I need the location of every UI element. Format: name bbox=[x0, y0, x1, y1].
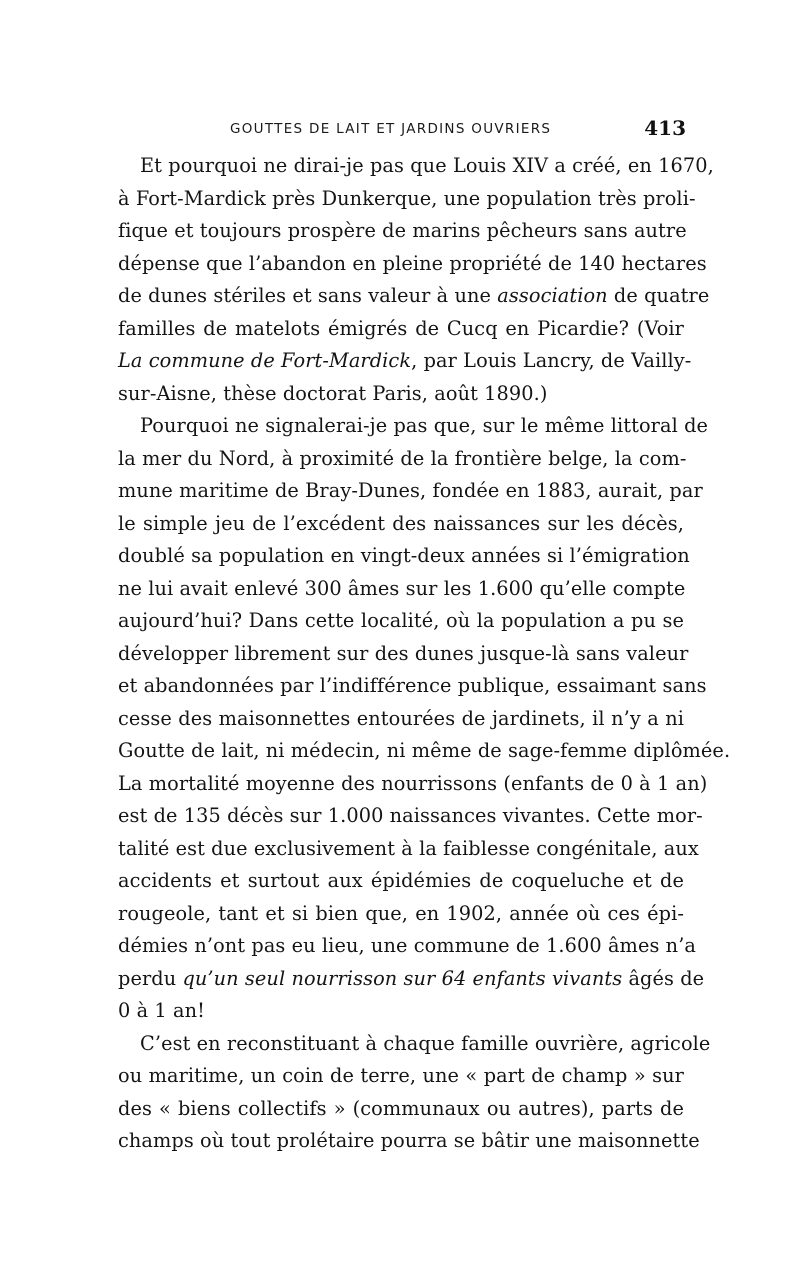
paragraph-3-line-3: des « biens collectifs » (communaux ou autres), parts de bbox=[118, 1096, 684, 1120]
paragraph-2-line-9: et abandonnées par l’indifférence publique, essaimant sans bbox=[118, 674, 707, 697]
text-run: , par Louis Lancry, de Vailly- bbox=[411, 349, 692, 372]
paragraph-2-line-7: aujourd’hui? Dans cette localité, où la population a pu se bbox=[118, 609, 684, 632]
italic-term: association bbox=[497, 284, 608, 307]
paragraph-1-line-2: à Fort-Mardick près Dunkerque, une population très proli- bbox=[118, 186, 696, 210]
paragraph-2-line-17: démies n’ont pas eu lieu, une commune de 1.600 âmes n’a bbox=[118, 934, 697, 957]
italic-emphasis: qu’un seul nourrisson sur 64 enfants vivants bbox=[182, 966, 623, 990]
paragraph-1-line-7 bbox=[118, 345, 692, 378]
paragraph-2-line-10: cesse des maisonnettes entourées de jardinets, il n’y a ni bbox=[118, 706, 684, 730]
paragraph-2-line-8: développer librement sur des dunes jusque-là sans valeur bbox=[118, 641, 689, 665]
paragraph-2-line-4: le simple jeu de l’excédent des naissances sur les décès, bbox=[118, 511, 684, 535]
paragraph-2-line-5: doublé sa population en vingt-deux années si l’émigration bbox=[118, 544, 690, 567]
text-run: de quatre bbox=[607, 284, 710, 307]
paragraph-2-line-3: mune maritime de Bray-Dunes, fondée en 1883, aurait, par bbox=[118, 479, 703, 502]
paragraph-1-line-4: dépense que l’abandon en pleine propriété de 140 hectares bbox=[118, 251, 707, 275]
text-run: de dunes stériles et sans valeur à une bbox=[118, 284, 498, 307]
text-run: âgés de bbox=[622, 966, 705, 990]
page-number: 413 bbox=[644, 116, 686, 140]
paragraph-2-line-19: 0 à 1 an! bbox=[118, 999, 205, 1022]
cited-work-title: La commune de Fort-Mardick bbox=[118, 349, 412, 372]
paragraph-3-line-1: C’est en reconstituant à chaque famille ouvrière, agricole bbox=[140, 1031, 711, 1055]
running-title: GOUTTES DE LAIT ET JARDINS OUVRIERS bbox=[230, 121, 552, 137]
paragraph-1-line-1: Et pourquoi ne dirai-je pas que Louis XIV a créé, en 1670, bbox=[140, 154, 714, 177]
paragraph-2-line-11: Goutte de lait, ni médecin, ni même de sage-femme diplômée. bbox=[118, 739, 731, 762]
paragraph-2-line-16: rougeole, tant et si bien que, en 1902, année où ces épi- bbox=[118, 901, 684, 925]
paragraph-1-line-3: fique et toujours prospère de marins pêcheurs sans autre bbox=[118, 219, 687, 242]
paragraph-2-line-1: Pourquoi ne signalerai-je pas que, sur le même littoral de bbox=[140, 414, 709, 437]
paragraph-2-line-14: talité est due exclusivement à la faiblesse congénitale, aux bbox=[118, 836, 699, 860]
paragraph-1-line-6: familles de matelots émigrés de Cucq en Picardie? (Voir bbox=[118, 316, 684, 340]
body-text bbox=[118, 150, 731, 1158]
paragraph-3-line-2: ou maritime, un coin de terre, une « part de champ » sur bbox=[118, 1064, 684, 1087]
paragraph-2-line-13: est de 135 décès sur 1.000 naissances vivantes. Cette mor- bbox=[118, 804, 703, 827]
paragraph-2-line-6: ne lui avait enlevé 300 âmes sur les 1.600 qu’elle compte bbox=[118, 576, 686, 600]
paragraph-2-line-2: la mer du Nord, à proximité de la frontière belge, la com- bbox=[118, 446, 687, 470]
paragraph-2-line-12: La mortalité moyenne des nourrissons (enfants de 0 à 1 an) bbox=[118, 771, 708, 795]
running-head bbox=[118, 118, 686, 140]
paragraph-3-line-4: champs où tout prolétaire pourra se bâtir une maisonnette bbox=[118, 1129, 700, 1152]
text-run: perdu bbox=[118, 966, 183, 990]
paragraph-1-line-5 bbox=[118, 280, 710, 313]
paragraph-2-line-18 bbox=[118, 963, 705, 996]
paragraph-2-line-15: accidents et surtout aux épidémies de coqueluche et de bbox=[118, 869, 684, 892]
paragraph-1-line-8: sur-Aisne, thèse doctorat Paris, août 1890.) bbox=[118, 381, 548, 405]
